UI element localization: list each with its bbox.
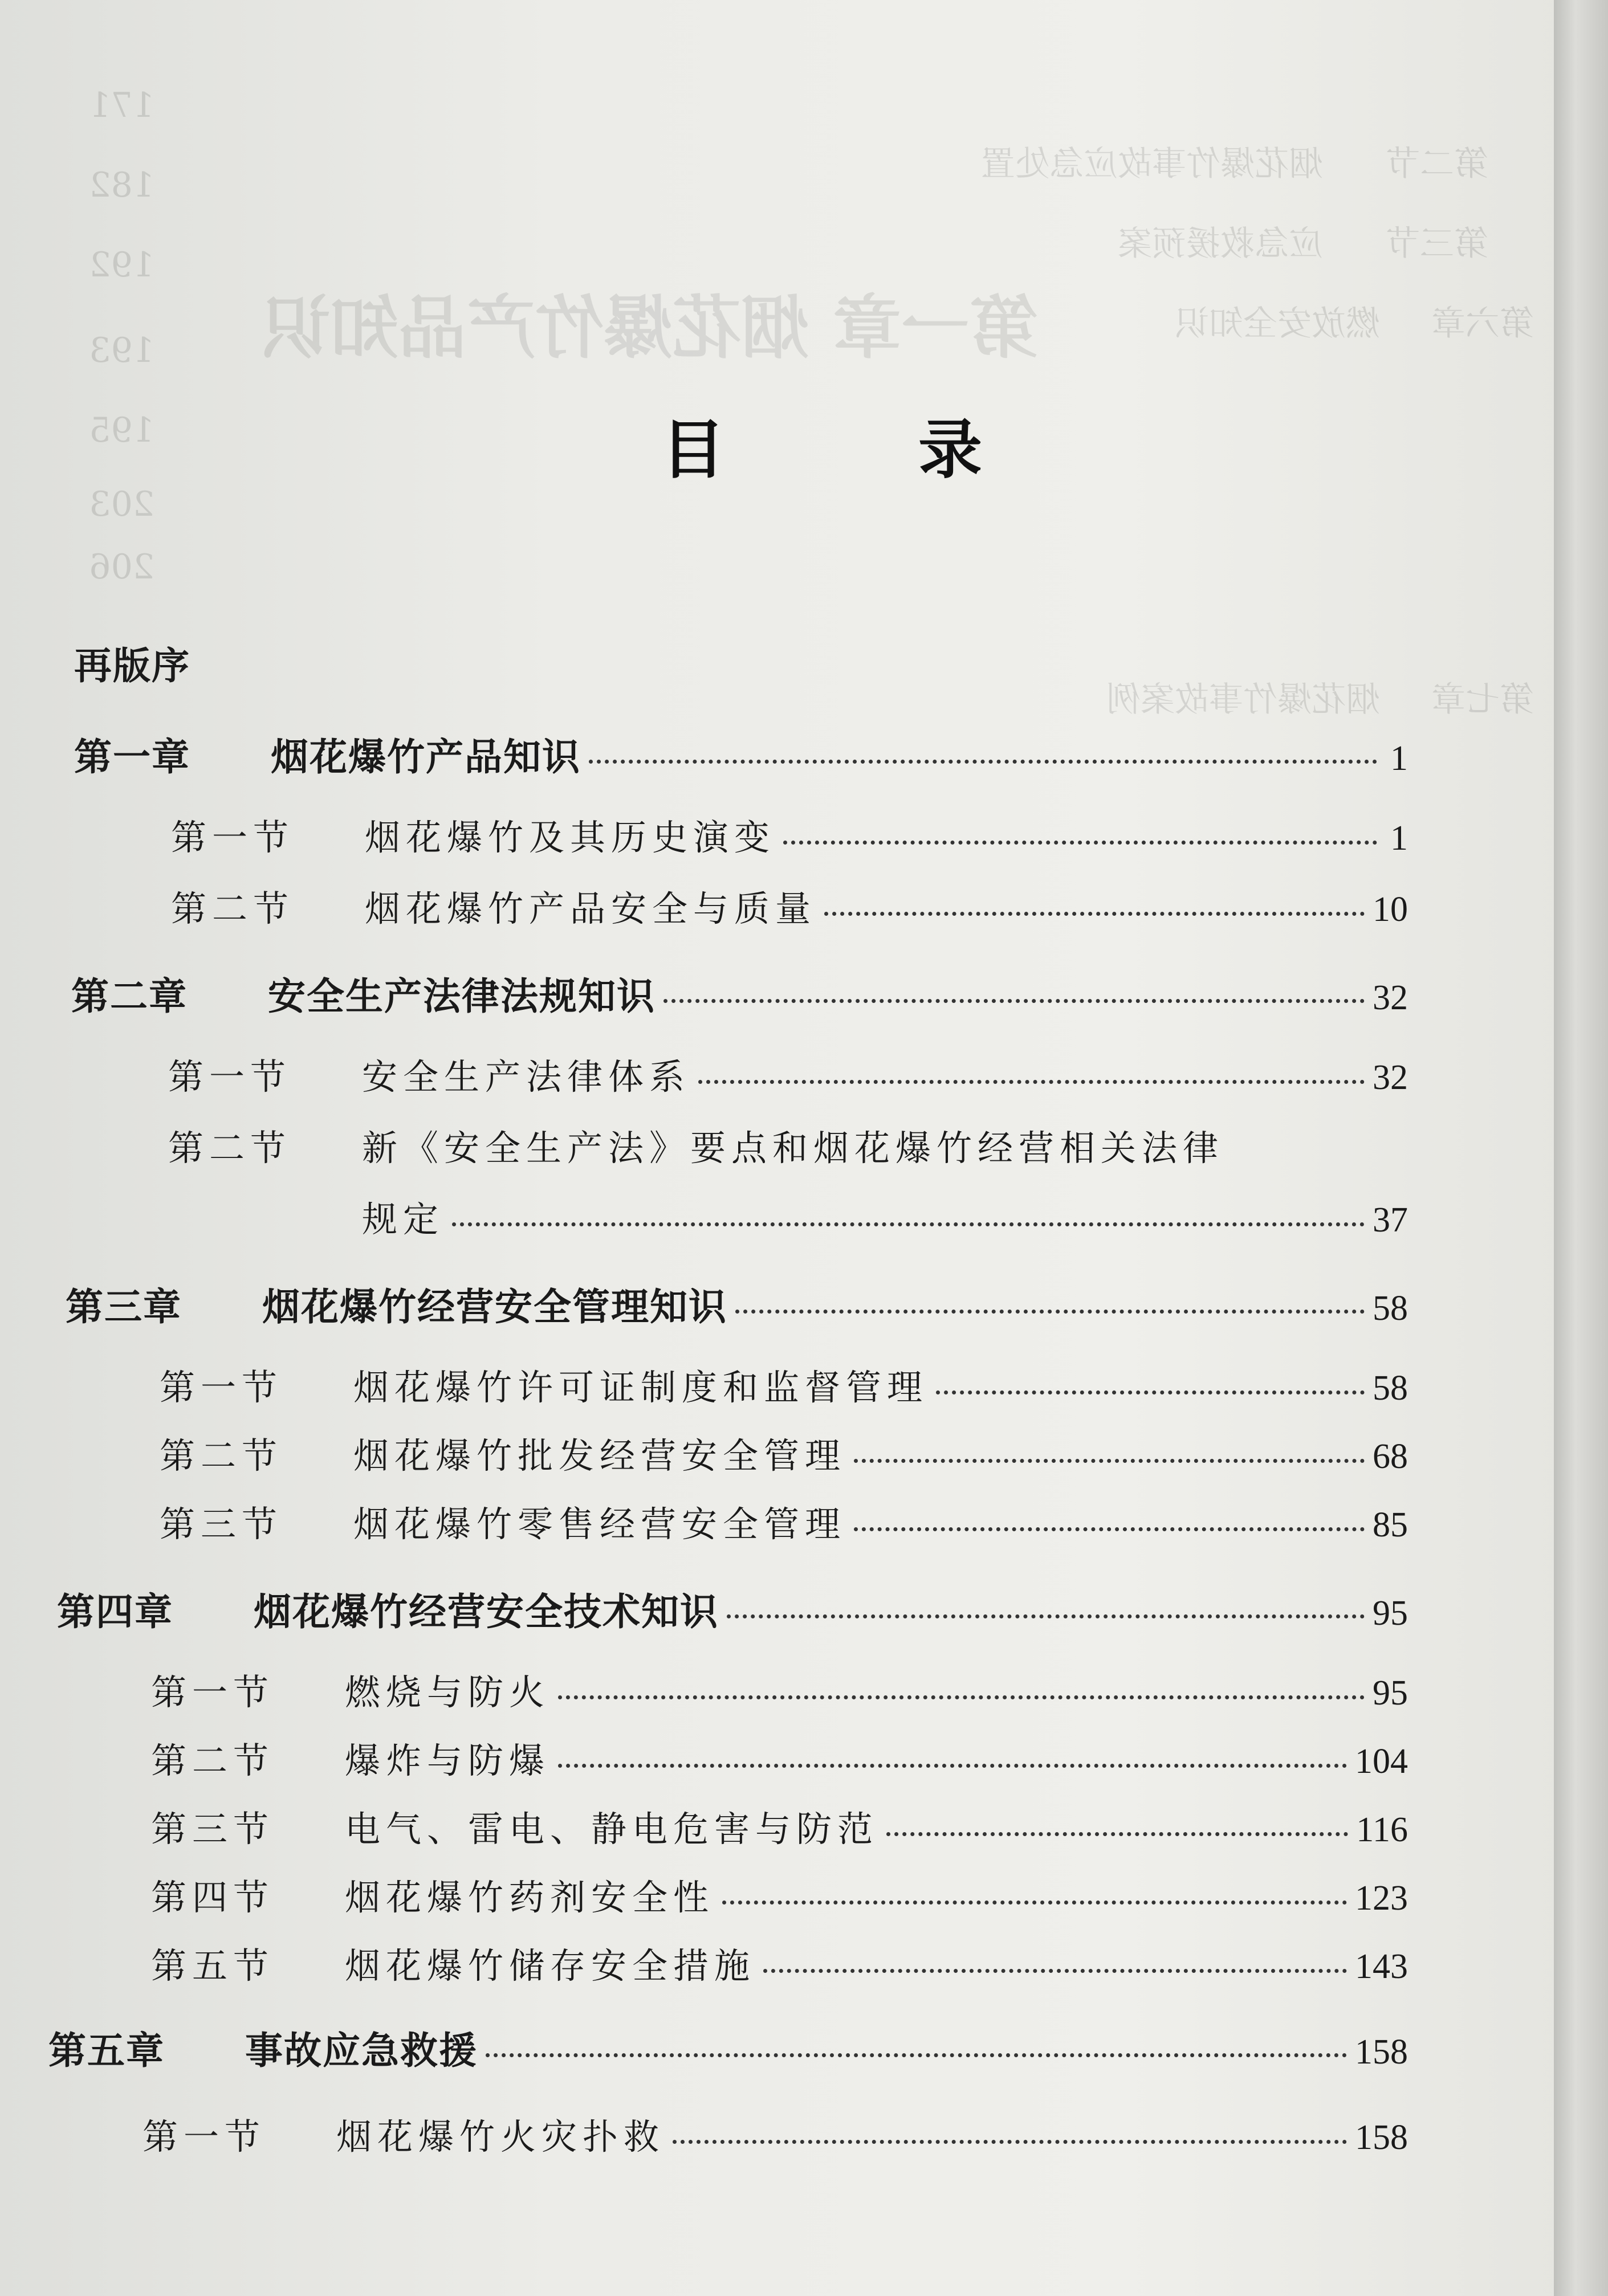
- ghost-item1: 烟花爆竹事故应急处置: [981, 144, 1323, 184]
- preface-entry[interactable]: [74, 635, 190, 690]
- section-title-continued: 规定: [362, 1198, 445, 1240]
- page-number: 85: [1373, 1506, 1408, 1544]
- chapter-number: 第二章: [71, 974, 188, 1018]
- page-number: 32: [1373, 978, 1408, 1017]
- ghost-sec3: 第三节: [1386, 224, 1488, 264]
- toc-ch2-section-2[interactable]: [168, 1120, 1408, 1171]
- section-number: 第二节: [168, 1127, 292, 1169]
- dot-leader: [854, 1459, 1365, 1463]
- toc-chapter-5[interactable]: [48, 2020, 1408, 2074]
- ghost-p193: 193: [89, 331, 154, 370]
- page-number: 158: [1355, 2118, 1408, 2157]
- section-title: 烟花爆竹零售经营安全管理: [353, 1503, 846, 1545]
- section-title: 烟花爆竹批发经营安全管理: [353, 1435, 846, 1477]
- chapter-number: 第三章: [66, 1285, 182, 1329]
- ghost-p182: 182: [89, 165, 154, 205]
- dot-leader: [936, 1390, 1365, 1394]
- section-title: 烟花爆竹产品安全与质量: [365, 888, 817, 929]
- section-title: 燃烧与防火: [345, 1671, 551, 1713]
- page-number: 58: [1373, 1289, 1408, 1328]
- section-number: 第三节: [151, 1808, 275, 1850]
- section-number: 第一节: [143, 2116, 266, 2158]
- page-number: 37: [1373, 1201, 1408, 1239]
- page-title: 目 录: [661, 413, 1068, 487]
- page-number: 104: [1355, 1742, 1408, 1781]
- dot-leader: [663, 999, 1365, 1003]
- dot-leader: [452, 1222, 1365, 1226]
- section-number: 第四节: [151, 1877, 275, 1918]
- section-number: 第一节: [168, 1056, 292, 1098]
- ghost-p195: 195: [89, 410, 154, 450]
- ghost-ch6: 第六章: [1431, 304, 1534, 344]
- page-number: 95: [1373, 1594, 1408, 1633]
- section-title: 烟花爆竹火灾扑救: [336, 2116, 665, 2158]
- page-number: 10: [1373, 890, 1408, 929]
- section-title: 爆炸与防爆: [345, 1740, 551, 1781]
- toc-ch4-section-4[interactable]: [151, 1869, 1408, 1920]
- chapter-number: 第四章: [57, 1590, 173, 1634]
- section-number: 第五节: [151, 1945, 275, 1987]
- chapter-number: 第一章: [74, 735, 190, 779]
- section-number: 第一节: [160, 1367, 283, 1408]
- page-number: 123: [1355, 1879, 1408, 1918]
- toc-ch3-section-3[interactable]: [160, 1496, 1408, 1547]
- section-number: 第三节: [160, 1503, 283, 1545]
- toc-chapter-4[interactable]: [57, 1581, 1408, 1636]
- page-number: 58: [1373, 1369, 1408, 1408]
- section-title: 新《安全生产法》要点和烟花爆竹经营相关法律: [362, 1127, 1224, 1169]
- section-number: 第二节: [151, 1740, 275, 1781]
- dot-leader: [727, 1614, 1365, 1618]
- section-number: 第一节: [171, 817, 295, 858]
- dot-leader: [698, 1080, 1365, 1084]
- chapter-title: 事故应急救援: [245, 2029, 478, 2073]
- page-number: 68: [1373, 1437, 1408, 1476]
- dot-leader: [486, 2053, 1347, 2057]
- dot-leader: [886, 1832, 1348, 1836]
- dot-leader: [854, 1527, 1365, 1531]
- dot-leader: [589, 760, 1377, 764]
- ghost-ch7t: 烟花爆竹事故案例: [1106, 680, 1380, 720]
- toc-ch4-section-1[interactable]: [151, 1664, 1408, 1715]
- toc-ch2-section-1[interactable]: [168, 1049, 1408, 1099]
- toc-ch2-section-2-continued[interactable]: [362, 1191, 1408, 1242]
- toc-ch3-section-1[interactable]: [160, 1359, 1408, 1410]
- ghost-ch7: 第七章: [1431, 680, 1534, 720]
- page-number: 32: [1373, 1058, 1408, 1097]
- toc-ch4-section-5[interactable]: [151, 1938, 1408, 1988]
- section-title: 电气、雷电、静电危害与防范: [345, 1808, 879, 1850]
- ghost-big: 第一章 烟花爆竹产品知识: [262, 288, 1038, 368]
- section-title: 烟花爆竹药剂安全性: [345, 1877, 715, 1918]
- toc-ch3-section-2[interactable]: [160, 1428, 1408, 1478]
- ghost-item2: 应急救援预案: [1118, 224, 1323, 264]
- ghost-sec2: 第二节: [1386, 144, 1488, 184]
- ghost-p203: 203: [89, 484, 154, 524]
- section-title: 烟花爆竹储存安全措施: [345, 1945, 756, 1987]
- dot-leader: [763, 1969, 1347, 1973]
- chapter-title: 烟花爆竹经营安全管理知识: [262, 1285, 727, 1329]
- chapter-title: 烟花爆竹产品知识: [271, 735, 581, 779]
- bleed-through-text: [0, 0, 1608, 741]
- toc-chapter-3[interactable]: [66, 1277, 1408, 1331]
- page-number: 116: [1356, 1810, 1408, 1849]
- chapter-title: 烟花爆竹经营安全技术知识: [254, 1590, 719, 1634]
- ghost-p192: 192: [89, 245, 154, 285]
- section-number: 第一节: [151, 1671, 275, 1713]
- ghost-ch6t: 燃放安全知识: [1175, 304, 1380, 344]
- toc-chapter-2[interactable]: [71, 966, 1408, 1020]
- section-title: 烟花爆竹及其历史演变: [365, 817, 776, 858]
- toc-ch1-section-2[interactable]: [171, 880, 1408, 931]
- page-number: 1: [1390, 739, 1408, 778]
- dot-leader: [673, 2140, 1347, 2144]
- dot-leader: [735, 1310, 1365, 1314]
- dot-leader: [783, 841, 1377, 845]
- dot-leader: [558, 1695, 1365, 1699]
- dot-leader: [558, 1764, 1347, 1768]
- ghost-p206: 206: [89, 547, 154, 587]
- chapter-title: 安全生产法律法规知识: [268, 974, 656, 1018]
- toc-ch5-section-1[interactable]: [143, 2109, 1408, 2159]
- toc-ch4-section-2[interactable]: [151, 1732, 1408, 1783]
- page-number: 158: [1355, 2033, 1408, 2071]
- toc-ch1-section-1[interactable]: [171, 809, 1408, 860]
- ghost-p171: 171: [89, 85, 154, 125]
- section-title: 安全生产法律体系: [362, 1056, 691, 1098]
- dot-leader: [722, 1901, 1347, 1905]
- chapter-number: 第五章: [48, 2029, 165, 2073]
- book-spine-shadow: [1554, 0, 1608, 2296]
- dot-leader: [824, 912, 1365, 916]
- page-number: 95: [1373, 1674, 1408, 1712]
- page-number: 143: [1355, 1947, 1408, 1986]
- section-number: 第二节: [160, 1435, 283, 1477]
- toc-chapter-1[interactable]: [74, 727, 1408, 781]
- section-number: 第二节: [171, 888, 295, 929]
- page-number: 1: [1390, 819, 1408, 858]
- preface-label: 再版序: [74, 644, 190, 688]
- toc-ch4-section-3[interactable]: [151, 1801, 1408, 1852]
- section-title: 烟花爆竹许可证制度和监督管理: [353, 1367, 929, 1408]
